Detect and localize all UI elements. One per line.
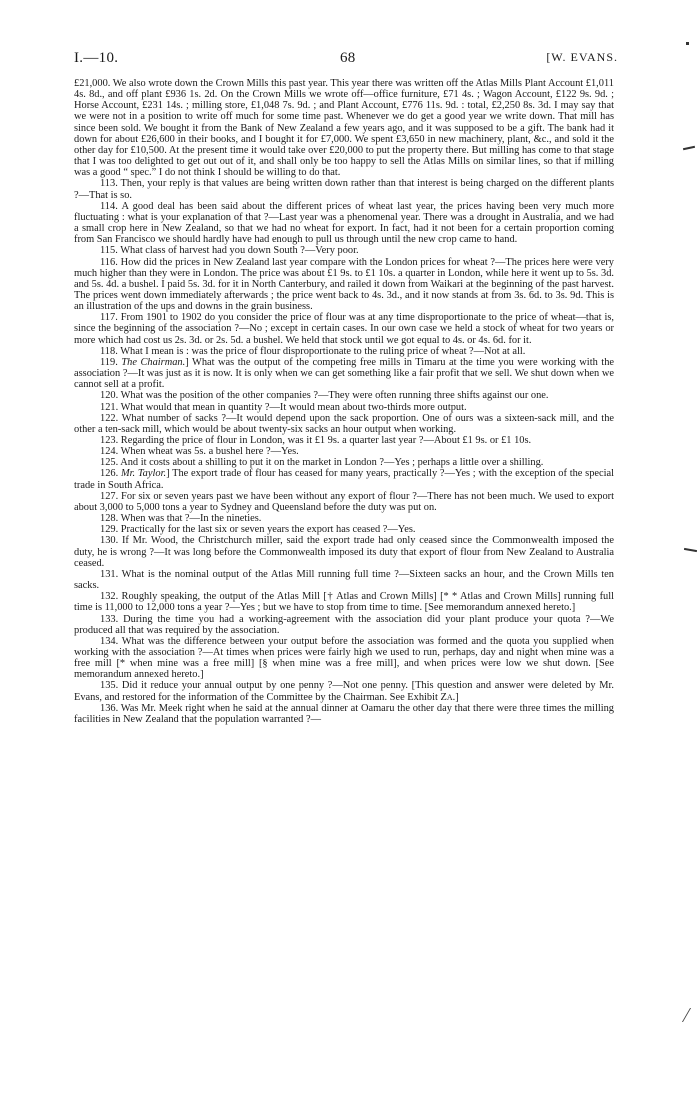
margin-tick-mark — [672, 1008, 691, 1022]
testimony-paragraph — [74, 178, 614, 200]
speaker-name: Mr. Taylor. — [120, 468, 167, 480]
testimony-paragraph — [74, 636, 614, 681]
testimony-paragraph — [74, 201, 614, 246]
paragraph-text: 122. What number of sacks ?—It would depend upon the sack proportion. One of ours was a sixteen-sack mill, and the other a ten-sack mill, which would be about twenty-six sacks an hour output when working. — [74, 412, 614, 435]
testimony-paragraph — [74, 402, 614, 413]
continued-paragraph — [74, 78, 614, 178]
paragraph-text: 121. What would that mean in quantity ?—It would mean about two-thirds more output. — [100, 401, 467, 413]
paragraph-text: £21,000. We also wrote down the Crown Mills this past year. This year there was written off the Atlas Mills Plant Account £1,011 4s. 8d., and off plant £936 1s. 2d. On the Crown Mills we wrote off—office furniture, £71 4s. ; Wagon Account, £122 9s. 9d. ; Horse Account, £231 14s. ; milling store, £1,048 7s. 9d. ; and Plant Account, £776 11s. 9d. : total, £2,250 8s. 3d. I may say that we were not in a position to write off much for some time past. Whenever we do get a good year we write down. That mill has since been sold. We bought it from the Bank of New Zealand a few years ago, and it was supposed to be a gift. The bank had it down for about £26,600 in their books, and I bought it for £7,000. We spent £3,650 in new machinery, plant, &c., and sold it the other day for £10,500. At the present time it would take over £20,000 to put the property there. But milling has come to that stage that I was too delighted to get out out of it, and shall only be too happy to sell the Atlas Mills on similar lines, so that if milling was a good “ spec.” I do not think I should be willing to do that. — [74, 78, 614, 179]
paragraph-text: 133. During the time you had a working-agreement with the association did your plant produce your quota ?—We produced all that was required by the association. — [74, 613, 614, 636]
paragraph-text: 126. — [100, 468, 121, 480]
paragraph-text: 117. From 1901 to 1902 do you consider the price of flour was at any time disproportionate to the price of wheat—that is, since the beginning of the association ?—No ; except in certain cases. In our own case we held a stock of wheat for two years or more which had cost us 2s. 3d. or 2s. 5d. a bushel. We held that stock until we got equal to 4s. or 4s. 6d. for it. — [74, 312, 614, 346]
paragraph-text: 128. When was that ?—In the nineties. — [100, 513, 262, 525]
paragraph-text: 130. If Mr. Wood, the Christchurch miller, said the export trade had only ceased since the Commonwealth imposed the duty, he is wrong ?—It was long before the Commonwealth imposed its duty that export of flour from New Zealand to Australia ceased. — [74, 535, 614, 569]
paragraph-text: 123. Regarding the price of flour in London, was it £1 9s. a quarter last year ?—About £1 9s. or £1 10s. — [100, 435, 532, 446]
paragraph-text: 125. And it costs about a shilling to put it on the market in London ?—Yes ; perhaps a little over a shilling. — [100, 457, 544, 469]
testimony-paragraph — [74, 346, 614, 357]
testimony-paragraph — [74, 357, 614, 390]
document-body — [74, 78, 614, 725]
paper-reference: I.—10. — [74, 50, 119, 66]
testimony-paragraph — [74, 245, 614, 256]
testimony-paragraph — [74, 614, 614, 636]
paragraph-text: 135. Did it reduce your annual output by one penny ?—Not one penny. [This question and answer were deleted by Mr. Evans, and restored for the information of the Committee by the Chairman. See Exhibit Z — [74, 680, 614, 703]
paragraph-text: 113. Then, your reply is that values are being written down rather than that interest is being charged on the different plants ?—That is so. — [74, 178, 614, 201]
paragraph-text: 134. What was the difference between your output before the association was formed and the quota you supplied when working with the association ?—At times when prices were fairly high we used to run, perhaps, day and night when mine was a free mill [* when mine was a free mill] [§ when mine was a free mill], and when prices were low we shut down. [See memorandum annexed hereto.] — [74, 635, 614, 681]
paragraph-text: ] The export trade of flour has ceased for many years, practically ?—Yes ; with the exception of the special trade in South Africa. — [74, 468, 614, 491]
paragraph-text: 127. For six or seven years past we have been without any export of flour ?—There has not been much. We used to export about 3,000 to 5,000 tons a year to Sydney and Queensland before the duty was put on. — [74, 490, 614, 513]
testimony-paragraph — [74, 491, 614, 513]
paragraph-text: 136. Was Mr. Meek right when he said at the annual dinner at Oamaru the other day that there were three times the milling facilities in New Zealand that the population warranted ?— — [74, 702, 614, 725]
margin-mark-right-2 — [684, 548, 697, 552]
paragraph-text: 119. — [100, 356, 122, 368]
testimony-paragraph — [74, 312, 614, 345]
paragraph-text: 131. What is the nominal output of the Atlas Mill running full time ?—Sixteen sacks an hour, and the Crown Mills ten sacks. — [74, 568, 614, 592]
speaker-name: The Chairman. — [121, 356, 186, 368]
paragraph-text: 129. Practically for the last six or seven years the export has ceased ?—Yes. — [100, 524, 416, 536]
testimony-paragraph — [74, 457, 614, 468]
testimony-paragraph — [74, 591, 614, 613]
testimony-paragraph — [74, 535, 614, 568]
testimony-paragraph — [74, 680, 614, 702]
document-page — [74, 50, 618, 725]
paragraph-text: .] — [452, 691, 459, 703]
testimony-paragraph — [74, 446, 614, 457]
paragraph-text: 114. A good deal has been said about the different prices of wheat last year, the prices having been very much more fluctuating : what is your explanation of that ?—Last year was a phenomenal year. There was a drought in Australia, and we had a small crop here in New Zealand, so that we had no wheat for export. In fact, had it not been for a certain proportion coming from San Francisco we should hardly have had enough to pull us through until the new crop came to hand. — [74, 200, 614, 246]
testimony-paragraph — [74, 703, 614, 725]
paragraph-text: 118. What I mean is : was the price of flour disproportionate to the ruling price of wheat ?—Not at all. — [100, 345, 526, 357]
testimony-paragraph — [74, 569, 614, 591]
witness-name: [W. EVANS. — [546, 50, 618, 64]
paragraph-text: 120. What was the position of the other companies ?—They were often running three shifts against our one. — [100, 390, 549, 402]
testimony-paragraph — [74, 413, 614, 435]
page-header — [74, 50, 618, 72]
testimony-paragraph — [74, 524, 614, 535]
testimony-paragraph — [74, 435, 614, 446]
page-number: 68 — [340, 50, 356, 66]
testimony-paragraph — [74, 513, 614, 524]
paragraph-text: 115. What class of harvest had you down South ?—Very poor. — [100, 245, 359, 257]
testimony-paragraph — [74, 468, 614, 490]
exhibit-suffix: A — [446, 692, 453, 702]
paragraph-text: 124. When wheat was 5s. a bushel here ?—Yes. — [100, 446, 299, 458]
testimony-paragraph — [74, 390, 614, 401]
paragraph-text: 116. How did the prices in New Zealand last year compare with the London prices for wheat ?—The prices here were very much higher than they were in London. The price was about £1 9s. to £1 10s. a quarter in London, while here it went up to 5s. 3d. and 5s. 4d. a bushel. I paid 5s. 3d. for it in North Canterbury, and railed it down from Waikari at the beginning of the past harvest. The prices went down immediately afterwards ; the price went back to 4s. 3d., and it now stands at from 3s. 6d. to 3s. 9d. This is an illustration of the ups and downs in the grain business. — [74, 256, 614, 313]
paragraph-text: 132. Roughly speaking, the output of the Atlas Mill [† Atlas and Crown Mills] [* * Atlas and Crown Mills] running full time is 11,000 to 12,000 tons a year ?—Yes ; but we have to stop from time to time. [See memorandum annexed hereto.] — [74, 591, 614, 614]
margin-mark-right-1 — [683, 146, 695, 150]
testimony-paragraph — [74, 257, 614, 313]
corner-dot — [686, 42, 689, 45]
paragraph-text: ] What was the output of the competing free mills in Timaru at the time you were working with the association ?—It was just as it is now. It is only when we can get something like a fair profit that we sell. We shut down when we cannot sell at a profit. — [74, 356, 614, 391]
